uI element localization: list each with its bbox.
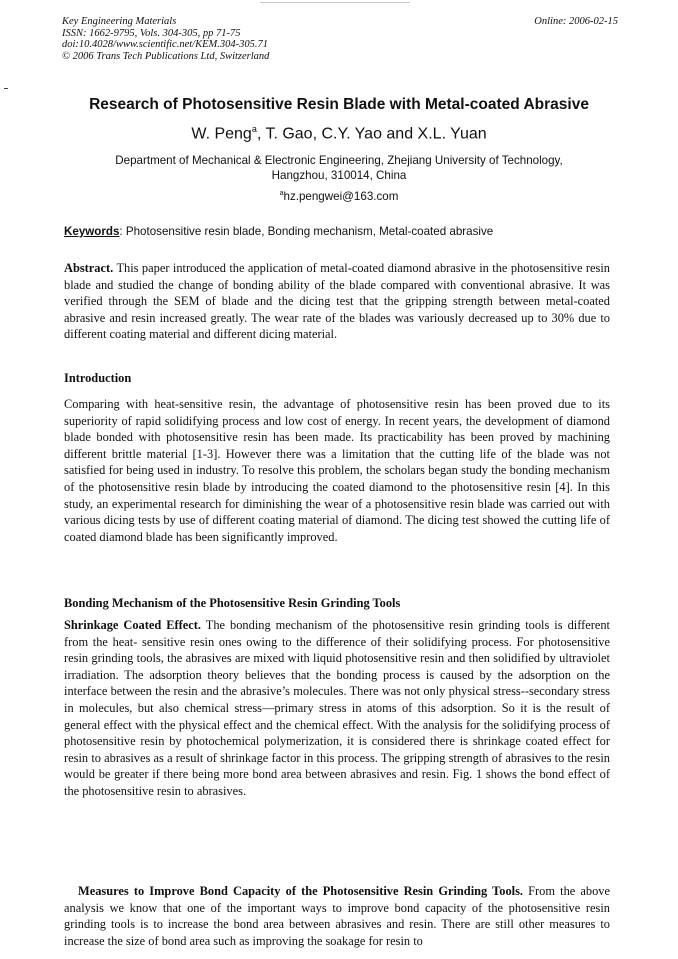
- abstract: [64, 260, 610, 343]
- affiliation-line-2: Hangzhou, 310014, China: [271, 169, 407, 182]
- affiliation: [40, 153, 638, 183]
- affiliation-line-1: Department of Mechanical & Electronic Engineering, Zhejiang University of Technology,: [115, 154, 563, 167]
- shrinkage-label: Shrinkage Coated Effect.: [64, 618, 201, 632]
- shrinkage-text: The bonding mechanism of the photosensitive resin grinding tools is different from the heat- sensitive resin ones owing to the difference of their solidifying process. For photosensitive resin grinding tools, the abrasives are mixed with liquid photosensitive resin and then solidified by ultraviolet irradiation. The adsorption theory believes that the bonding process is caused by the adsorption on the interface between the resin and the abrasive’s molecules. There was not only physical stress--secondary stress in molecules, but also chemical stress—primary stress in atoms of this adsorption. So it is the result of general effect with the physical effect and the chemical effect. With the analysis for the solidifying process of photosensitive resin by photochemical polymerization, it is considered there is shrinkage coated effect for resin to abrasives as a result of shrinkage factor in this process. The gripping strength of abrasives to the resin would be greater if there being more bond area between abrasives and resin. Fig. 1 shows the bond effect of the photosensitive resin to abrasives.: [64, 618, 610, 798]
- journal-header: [62, 16, 618, 62]
- email-superscript: a: [279, 190, 284, 198]
- introduction-paragraph: Comparing with heat-sensitive resin, the advantage of photosensitive resin has been proved due to its superiority of rapid solidifying process and low cost of energy. In recent years, the development of diamond blade bonded with photosensitive resin has been made. Its practicability has been proved by machining different brittle material [1-3]. However there was a limitation that the cutting life of the blade was not satisfied for being used in industry. To resolve this problem, the scholars began study the bonding mechanism of the photosensitive resin blade by introducing the coated diamond to the photosensitive resin [4]. In this study, an experimental research for diminishing the wear of a photosensitive resin blade was carried out with various dicing tests by use of different coating material of diamond. The dicing test showed the cutting life of coated diamond blade has been significantly improved.: [64, 397, 610, 544]
- author-list: [40, 124, 638, 143]
- author-superscript: a: [251, 124, 257, 134]
- online-date: Online: 2006-02-15: [534, 16, 618, 27]
- keywords-label: Keywords: [64, 225, 120, 238]
- measures-text: From the above analysis we know that one of the important ways to improve bond capacity of the photosensitive resin grinding tools is to increase the bond area between abrasives and resin. There are still other measures to increase the size of bond area such as improving the soakage for resin to: [64, 884, 610, 948]
- top-rule: [260, 2, 410, 3]
- journal-info: [62, 16, 269, 62]
- email-address: hz.pengwei@163.com: [283, 190, 399, 203]
- keywords: [64, 225, 624, 238]
- copyright-line: © 2006 Trans Tech Publications Ltd, Switzerland: [62, 50, 270, 62]
- bonding-heading: Bonding Mechanism of the Photosensitive Resin Grinding Tools: [64, 596, 401, 610]
- first-author: W. Peng: [191, 125, 252, 143]
- paper-title: Research of Photosensitive Resin Blade with Metal-coated Abrasive: [89, 96, 589, 113]
- measures-label: Measures to Improve Bond Capacity of the Photosensitive Resin Grinding Tools.: [78, 884, 524, 898]
- abstract-label: Abstract.: [64, 261, 114, 275]
- issn-line: ISSN: 1662-9795, Vols. 304-305, pp 71-75: [62, 27, 241, 39]
- other-authors: , T. Gao, C.Y. Yao and X.L. Yuan: [256, 125, 487, 143]
- introduction-heading: Introduction: [64, 371, 132, 385]
- journal-name: Key Engineering Materials: [62, 16, 177, 27]
- margin-mark: [4, 88, 8, 89]
- author-email: [40, 190, 638, 203]
- keywords-text: : Photosensitive resin blade, Bonding mechanism, Metal-coated abrasive: [119, 225, 494, 238]
- doi-line: doi:10.4028/www.scientific.net/KEM.304-305.71: [62, 39, 268, 50]
- measures-paragraph: [64, 883, 610, 949]
- abstract-text: This paper introduced the application of metal-coated diamond abrasive in the photosensitive resin blade and studied the change of bonding ability of the blade compared with conventional abrasive. It was verified through the SEM of blade and the dicing test that the gripping strength between metal-coated abrasive and resin increased greatly. The wear rate of the blades was variously decreased up to 30% due to different coating material and different dicing material.: [64, 261, 610, 342]
- shrinkage-paragraph: [64, 617, 610, 800]
